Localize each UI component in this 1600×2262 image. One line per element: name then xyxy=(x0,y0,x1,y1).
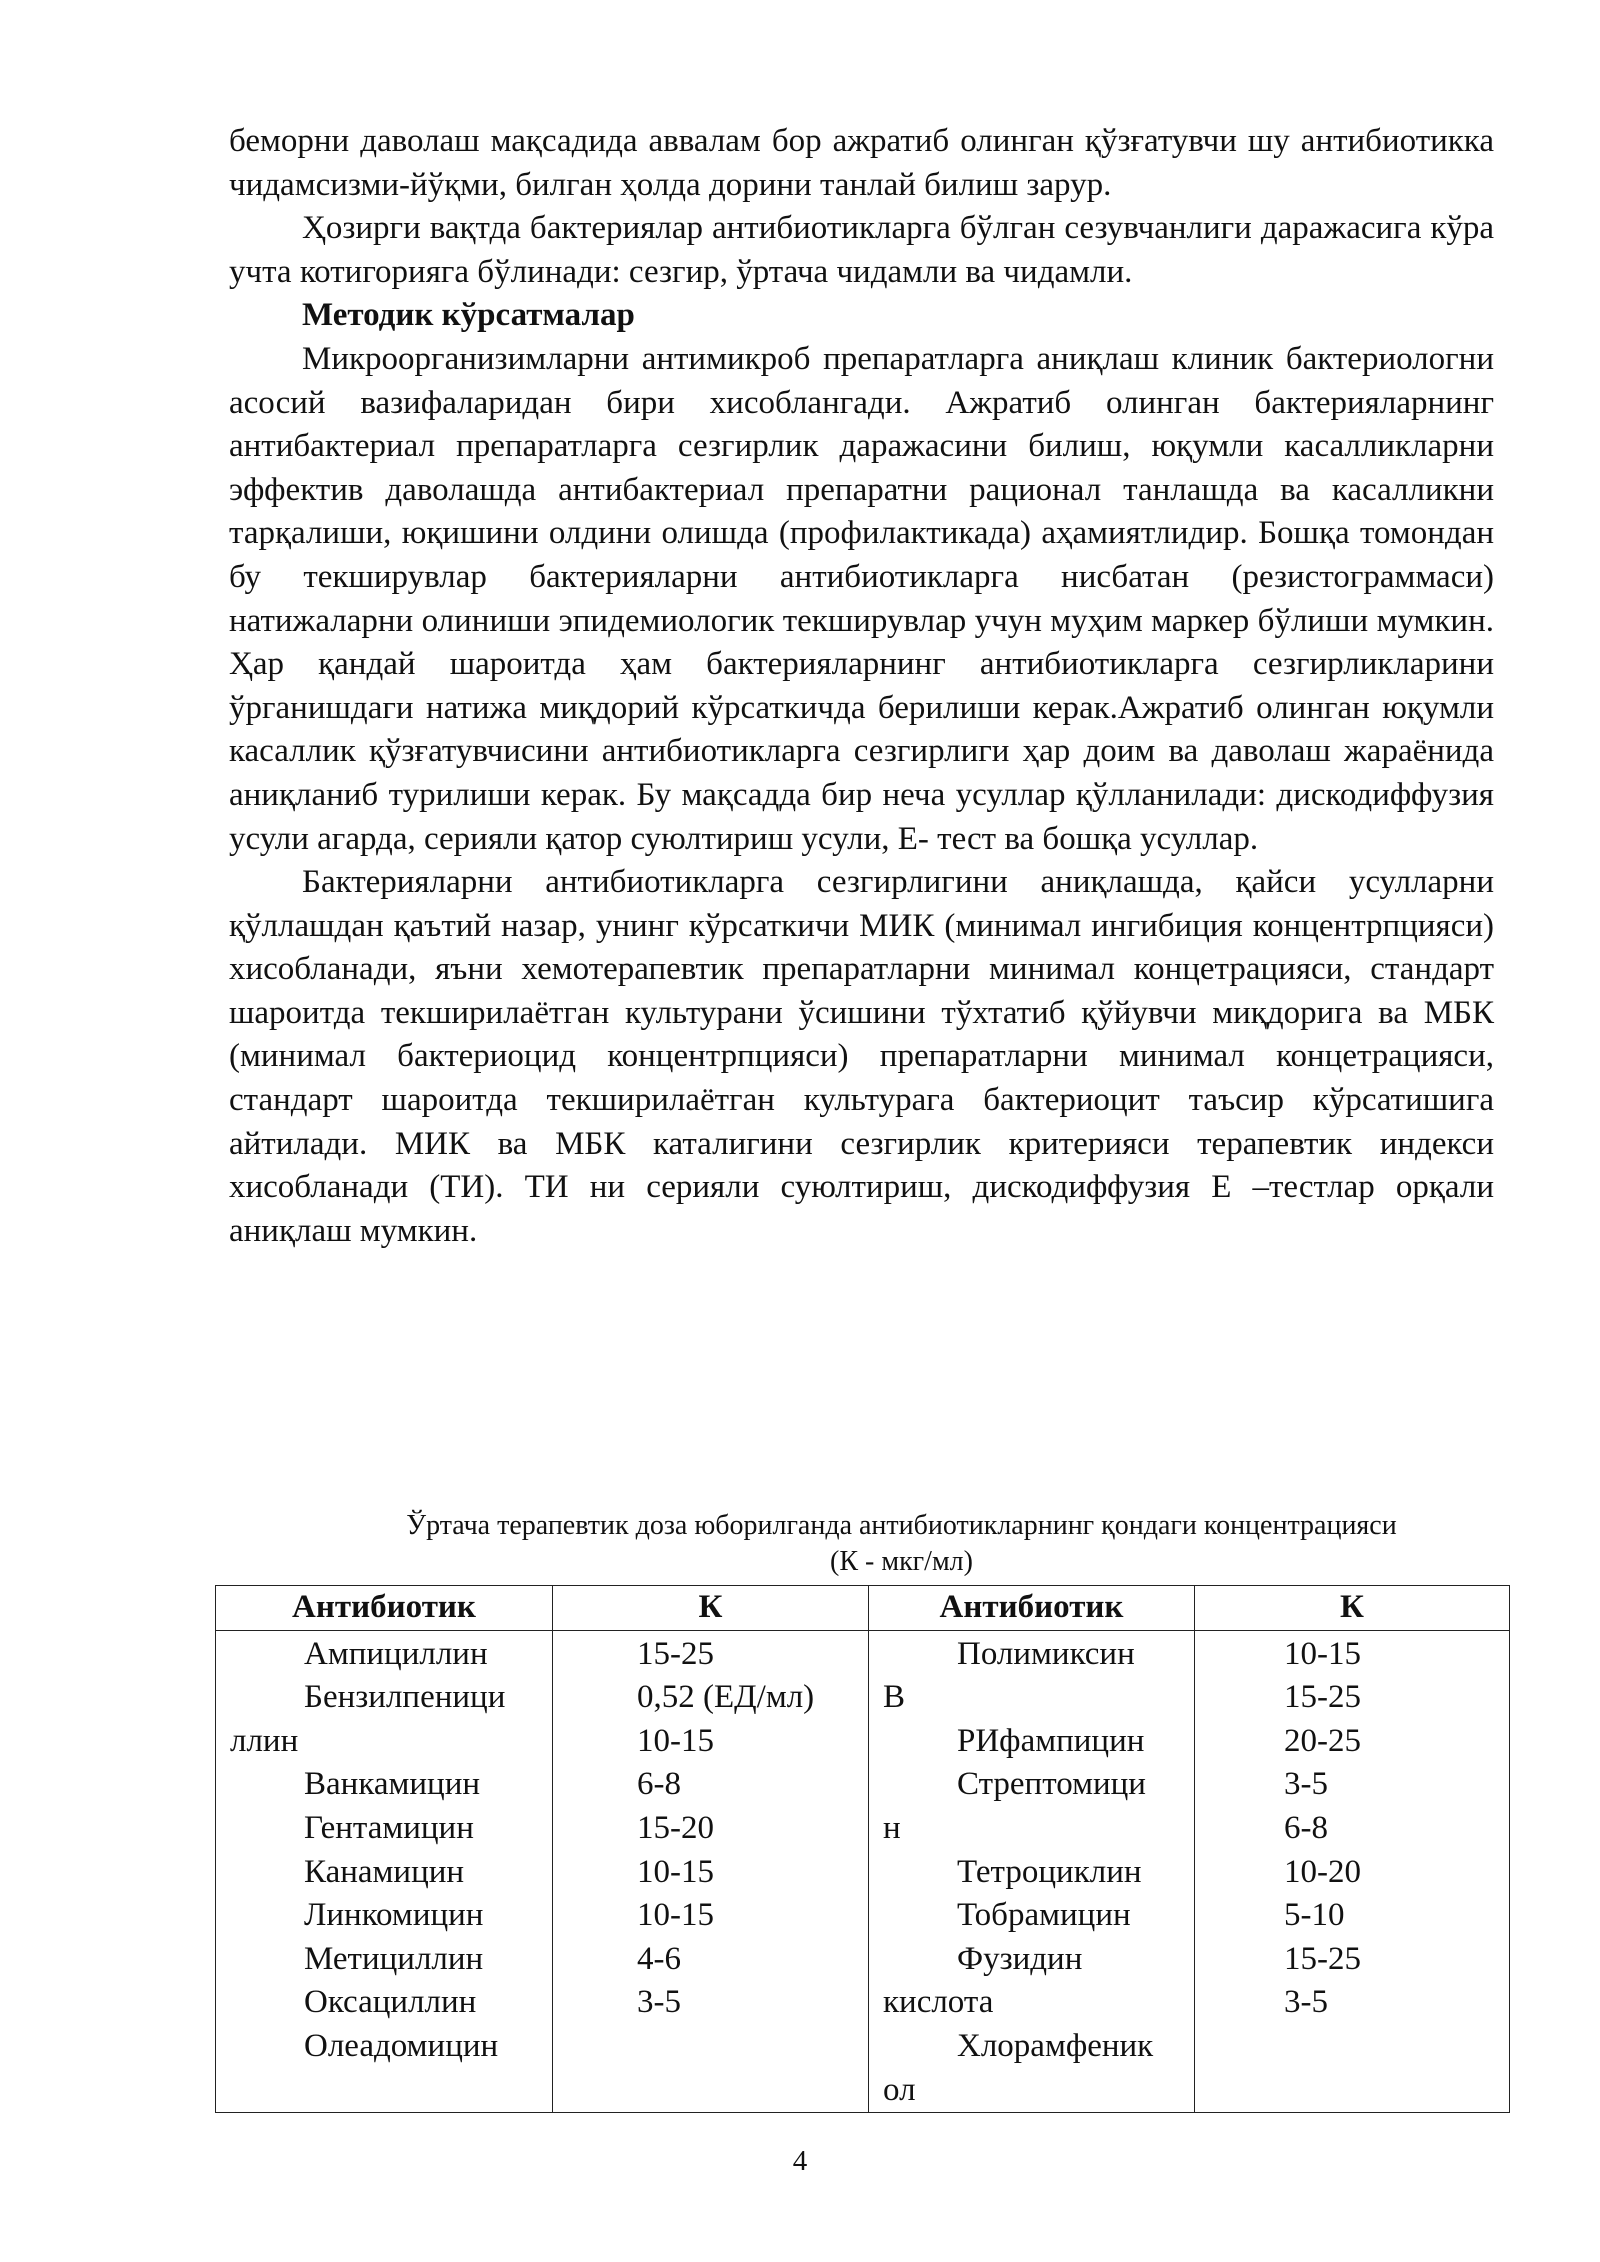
antibiotic-table xyxy=(215,1585,1510,2113)
antibiotic-name-line: Гентамицин xyxy=(304,1809,474,1846)
antibiotic-name-line: Оксациллин xyxy=(304,1984,477,2021)
concentration-value: 5-10 xyxy=(1284,1897,1345,1934)
header-k-2: К xyxy=(1195,1586,1510,1631)
paragraph-categories: Ҳозирги вақтда бактериялар антибиотикларга бўлган сезувчанлиги даражасига кўра учта котигорияга бўлинади: сезгир, ўртача чидамли ва чидамли. xyxy=(229,210,1494,290)
antibiotic-name-line: Фузидин xyxy=(957,1940,1083,1977)
concentration-value: 20-25 xyxy=(1284,1722,1361,1759)
concentration-value: 10-20 xyxy=(1284,1853,1361,1890)
concentration-value: 15-25 xyxy=(1284,1679,1361,1716)
concentration-value: 6-8 xyxy=(637,1766,681,1803)
concentration-values-left xyxy=(553,1630,869,2113)
antibiotic-name-line: В xyxy=(883,1679,906,1716)
header-k-1: К xyxy=(553,1586,869,1631)
antibiotic-name-line: Ванкамицин xyxy=(304,1766,481,1803)
concentration-value: 4-6 xyxy=(637,1940,681,1977)
antibiotic-name-line: РИфампицин xyxy=(957,1722,1145,1759)
antibiotic-names-right xyxy=(869,1630,1195,2113)
concentration-value: 15-25 xyxy=(1284,1940,1361,1977)
antibiotic-name-line: Полимиксин xyxy=(957,1635,1135,1672)
table-caption-line1: Ўртача терапевтик доза юборилганда антибиотикларнинг қондаги концентрацияси xyxy=(406,1510,1397,1541)
antibiotic-name-line: ол xyxy=(883,2071,916,2108)
paragraph-intro: беморни даволаш мақсадида аввалам бор ажратиб олинган қўзғатувчи шу антибиотикка чидамсизми-йўқми, билган ҳолда дорини танлай билиш зарур. xyxy=(229,123,1494,203)
concentration-value: 0,52 (ЕД/мл) xyxy=(637,1679,815,1716)
concentration-value: 3-5 xyxy=(637,1984,681,2021)
antibiotic-name-line: Тобрамицин xyxy=(957,1897,1131,1934)
antibiotic-name-line: ллин xyxy=(230,1722,299,1759)
antibiotic-name-line: Канамицин xyxy=(304,1853,465,1890)
antibiotic-name-line: Олеадомицин xyxy=(304,2027,499,2064)
concentration-value: 10-15 xyxy=(637,1853,714,1890)
concentration-value: 6-8 xyxy=(1284,1809,1328,1846)
concentration-value: 10-15 xyxy=(637,1897,714,1934)
paragraph-mic: Бактерияларни антибиотикларга сезгирлигини аниқлашда, қайси усулларни қўллашдан қаътий назар, унинг кўрсаткичи МИК (минимал ингибиция концентрпцияси) хисобланади, яъни хемотерапевтик препаратларни минимал концетрацияси, стандарт шароитда текширилаётган культурани ўсишини тўхтатиб қўйувчи миқдорига ва МБК (минимал бактериоцид концентрпцияси) препаратларни минимал концетрацияси, стандарт шароитда текширилаётган культурага бактериоцит таъсир кўрсатишига айтилади. МИК ва МБК каталигини сезгирлик критерияси терапевтик индекси хисобланади (ТИ). ТИ ни серияли суюлтириш, дискодиффузия Е –тестлар орқали аниқлаш мумкин. xyxy=(229,864,1494,1249)
concentration-value: 3-5 xyxy=(1284,1766,1328,1803)
concentration-values-right xyxy=(1195,1630,1510,2113)
section-heading: Методик кўрсатмалар xyxy=(302,297,635,334)
table-header-row xyxy=(216,1586,1510,1631)
antibiotic-name-line: н xyxy=(883,1809,901,1846)
header-antibiotic-1: Антибиотик xyxy=(216,1586,553,1631)
paragraph-methods: Микроорганизимларни антимикроб препаратларга аниқлаш клиник бактериологни асосий вазифаларидан бири хисоблангади. Ажратиб олинган бактерияларнинг антибактериал препаратларга сезгирлик даражасини билиш, юқумли касалликларни эффектив даволашда антибактериал препаратни рационал танлашда ва касалликни тарқалиши, юқишини олдини олишда (профилактикада) аҳамиятлидир. Бошқа томондан бу текширувлар бактерияларни антибиотикларга нисбатан (резистограммаси) натижаларни олиниши эпидемиологик текширувлар учун муҳим маркер бўлиши мумкин. Ҳар қандай шароитда ҳам бактерияларнинг антибиотикларга сезгирликларини ўрганишдаги натижа миқдорий кўрсаткичда берилиши керак.Ажратиб олинган юқумли касаллик қўзғатувчисини антибиотикларга сезгирлиги ҳар доим ва даволаш жараёнида аниқланиб турилиши керак. Бу мақсадда бир неча усуллар қўлланилади: дискодиффузия усули агарда, серияли қатор суюлтириш усули, Е- тест ва бошқа усуллар. xyxy=(229,340,1494,857)
antibiotic-name-line: кислота xyxy=(883,1984,994,2021)
concentration-value: 15-25 xyxy=(637,1635,714,1672)
antibiotic-name-line: Стрептомици xyxy=(957,1766,1146,1803)
antibiotic-name-line: Бензилпеници xyxy=(304,1679,506,1716)
antibiotic-names-left xyxy=(216,1630,553,2113)
antibiotic-name-line: Тетроциклин xyxy=(957,1853,1142,1890)
concentration-value: 3-5 xyxy=(1284,1984,1328,2021)
antibiotic-name-line: Метициллин xyxy=(304,1940,484,1977)
concentration-value: 10-15 xyxy=(637,1722,714,1759)
page-number: 4 xyxy=(792,2145,808,2177)
concentration-value: 10-15 xyxy=(1284,1635,1361,1672)
concentration-value: 15-20 xyxy=(637,1809,714,1846)
antibiotic-name-line: Хлорамфеник xyxy=(957,2027,1154,2064)
table-caption-line2: (К - мкг/мл) xyxy=(830,1546,973,1577)
table-body-row xyxy=(216,1630,1510,2113)
table-caption xyxy=(229,1508,1574,1580)
header-antibiotic-2: Антибиотик xyxy=(869,1586,1195,1631)
antibiotic-name-line: Линкомицин xyxy=(304,1897,484,1934)
body-text xyxy=(229,120,1494,1253)
antibiotic-name-line: Ампициллин xyxy=(304,1635,488,1672)
